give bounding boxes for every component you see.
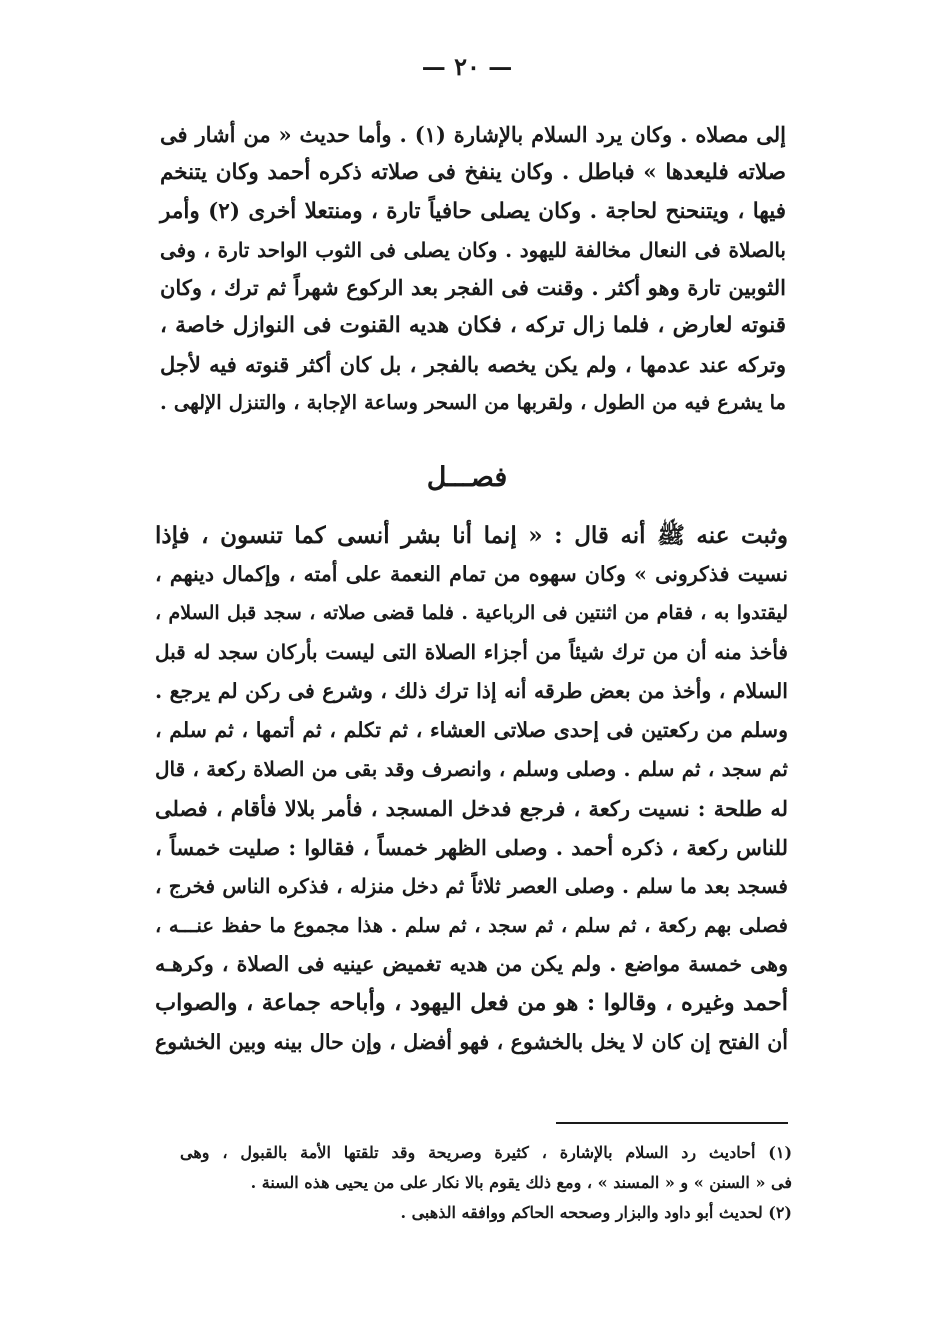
paragraph-line: الثوبين تارة وهو أكثر . وقنت فى الفجر بعد الركوع شهراً ثم ترك ، وكان — [160, 275, 786, 301]
paragraph-line: نسيت فذكرونى » وكان سهوه من تمام النعمة على أمته ، وإكمال دينهم ، — [155, 562, 788, 586]
paragraph-line: وثبت عنه ﷺ أنه قال : « إنما أنا بشر أنسى كما تنسون ، فإذا — [155, 522, 788, 549]
paragraph-line: إلى مصلاه . وكان يرد السلام بالإشارة (١) . وأما حديث « من أشار فى — [160, 122, 786, 147]
footnote-1-line-2: فى « السنن » و « المسند » ، ومع ذلك يقوم بالا نكار على من يحيى هذه السنة . — [250, 1173, 792, 1192]
paragraph-line: بالصلاة فى النعال مخالفة لليهود . وكان يصلى فى الثوب الواحد تارة ، وفى — [160, 237, 786, 262]
footnote-divider — [556, 1122, 788, 1124]
section-heading: فصـــل — [426, 462, 508, 493]
paragraph-line: السلام ، وأخذ من بعض طرقه أنه إذا ترك ذلك ، وشرع فى ركن لم يرجع . — [155, 679, 788, 703]
paragraph-line: قنوته لعارض ، فلما زال تركه ، فكان هديه القنوت فى النوازل خاصة ، — [160, 313, 786, 339]
footnote-1-line-1: (١) أحاديث رد السلام بالإشارة ، كثيرة وصريحة وقد تلقتها الأمة بالقبول ، وهى — [180, 1143, 793, 1162]
paragraph-line: للناس ركعة ، ذكره أحمد . وصلى الظهر خمساً ، فقالوا : صليت خمساً ، — [155, 835, 788, 860]
page-number: — ٢٠ — — [421, 52, 513, 81]
paragraph-line: صلاته فليعدها » فباطل . وكان ينفخ فى صلاته ذكره أحمد وكان يتنخم — [160, 160, 786, 186]
paragraph-line: فأخذ منه أن من ترك شيئاً من أجزاء الصلاة التى ليست بأركان سجد له قبل — [155, 640, 788, 664]
paragraph-line: وسلم من ركعتين فى إحدى صلاتى العشاء ، ثم تكلم ، ثم أتمها ، ثم سلم ، — [155, 718, 788, 742]
paragraph-line: وتركه عند عدمها ، ولم يكن يخصه بالفجر ، بل كان أكثر قنوته فيه لأجل — [160, 351, 786, 377]
paragraph-line: فصلى بهم ركعة ، ثم سلم ، ثم سجد ، ثم سلم . هذا مجموع ما حفظ عنـــه ، — [155, 914, 788, 937]
footnote-2: (٢) لحديث أبو داود والبزار وصححه الحاكم ووافقه الذهبى . — [400, 1203, 792, 1222]
paragraph-line: فيها ، ويتنحنح لحاجة . وكان يصلى حافياً تارة ، ومنتعلا أخرى (٢) وأمر — [160, 198, 786, 224]
paragraph-2 — [155, 516, 788, 1062]
paragraph-line: فسجد بعد ما سلم . وصلى العصر ثلاثاً ثم دخل منزله ، فذكره الناس فخرج ، — [155, 874, 788, 898]
paragraph-line: وهى خمسة مواضع . ولم يكن من هديه تغميض عينيه فى الصلاة ، وكرهـه — [155, 952, 788, 976]
paragraph-line: ثم سجد ، ثم سلم . وصلى وسلم ، وانصرف وقد بقى من الصلاة ركعة ، قال — [155, 757, 788, 781]
paragraph-line: أن الفتح إن كان لا يخل بالخشوع ، فهو أفضل ، وإن حال بينه وبين الخشوع — [155, 1030, 788, 1054]
footnotes — [180, 1138, 792, 1228]
paragraph-1 — [160, 116, 786, 422]
paragraph-line: أحمد وغيره ، وقالوا : هو من فعل اليهود ، وأباحه جماعة ، والصواب — [155, 990, 788, 1016]
paragraph-line: ما يشرع فيه من الطول ، ولقربها من السحر وساعة الإجابة ، والتنزل الإلهى . — [160, 391, 786, 415]
paragraph-line: له طلحة : نسيت ركعة ، فرجع فدخل المسجد ، فأمر بلالا فأقام ، فصلى — [155, 796, 788, 821]
paragraph-line: ليقتدوا به ، فقام من اثنتين فى الرباعية . فلما قضى صلاته ، سجد قبل السلام ، — [155, 602, 788, 624]
